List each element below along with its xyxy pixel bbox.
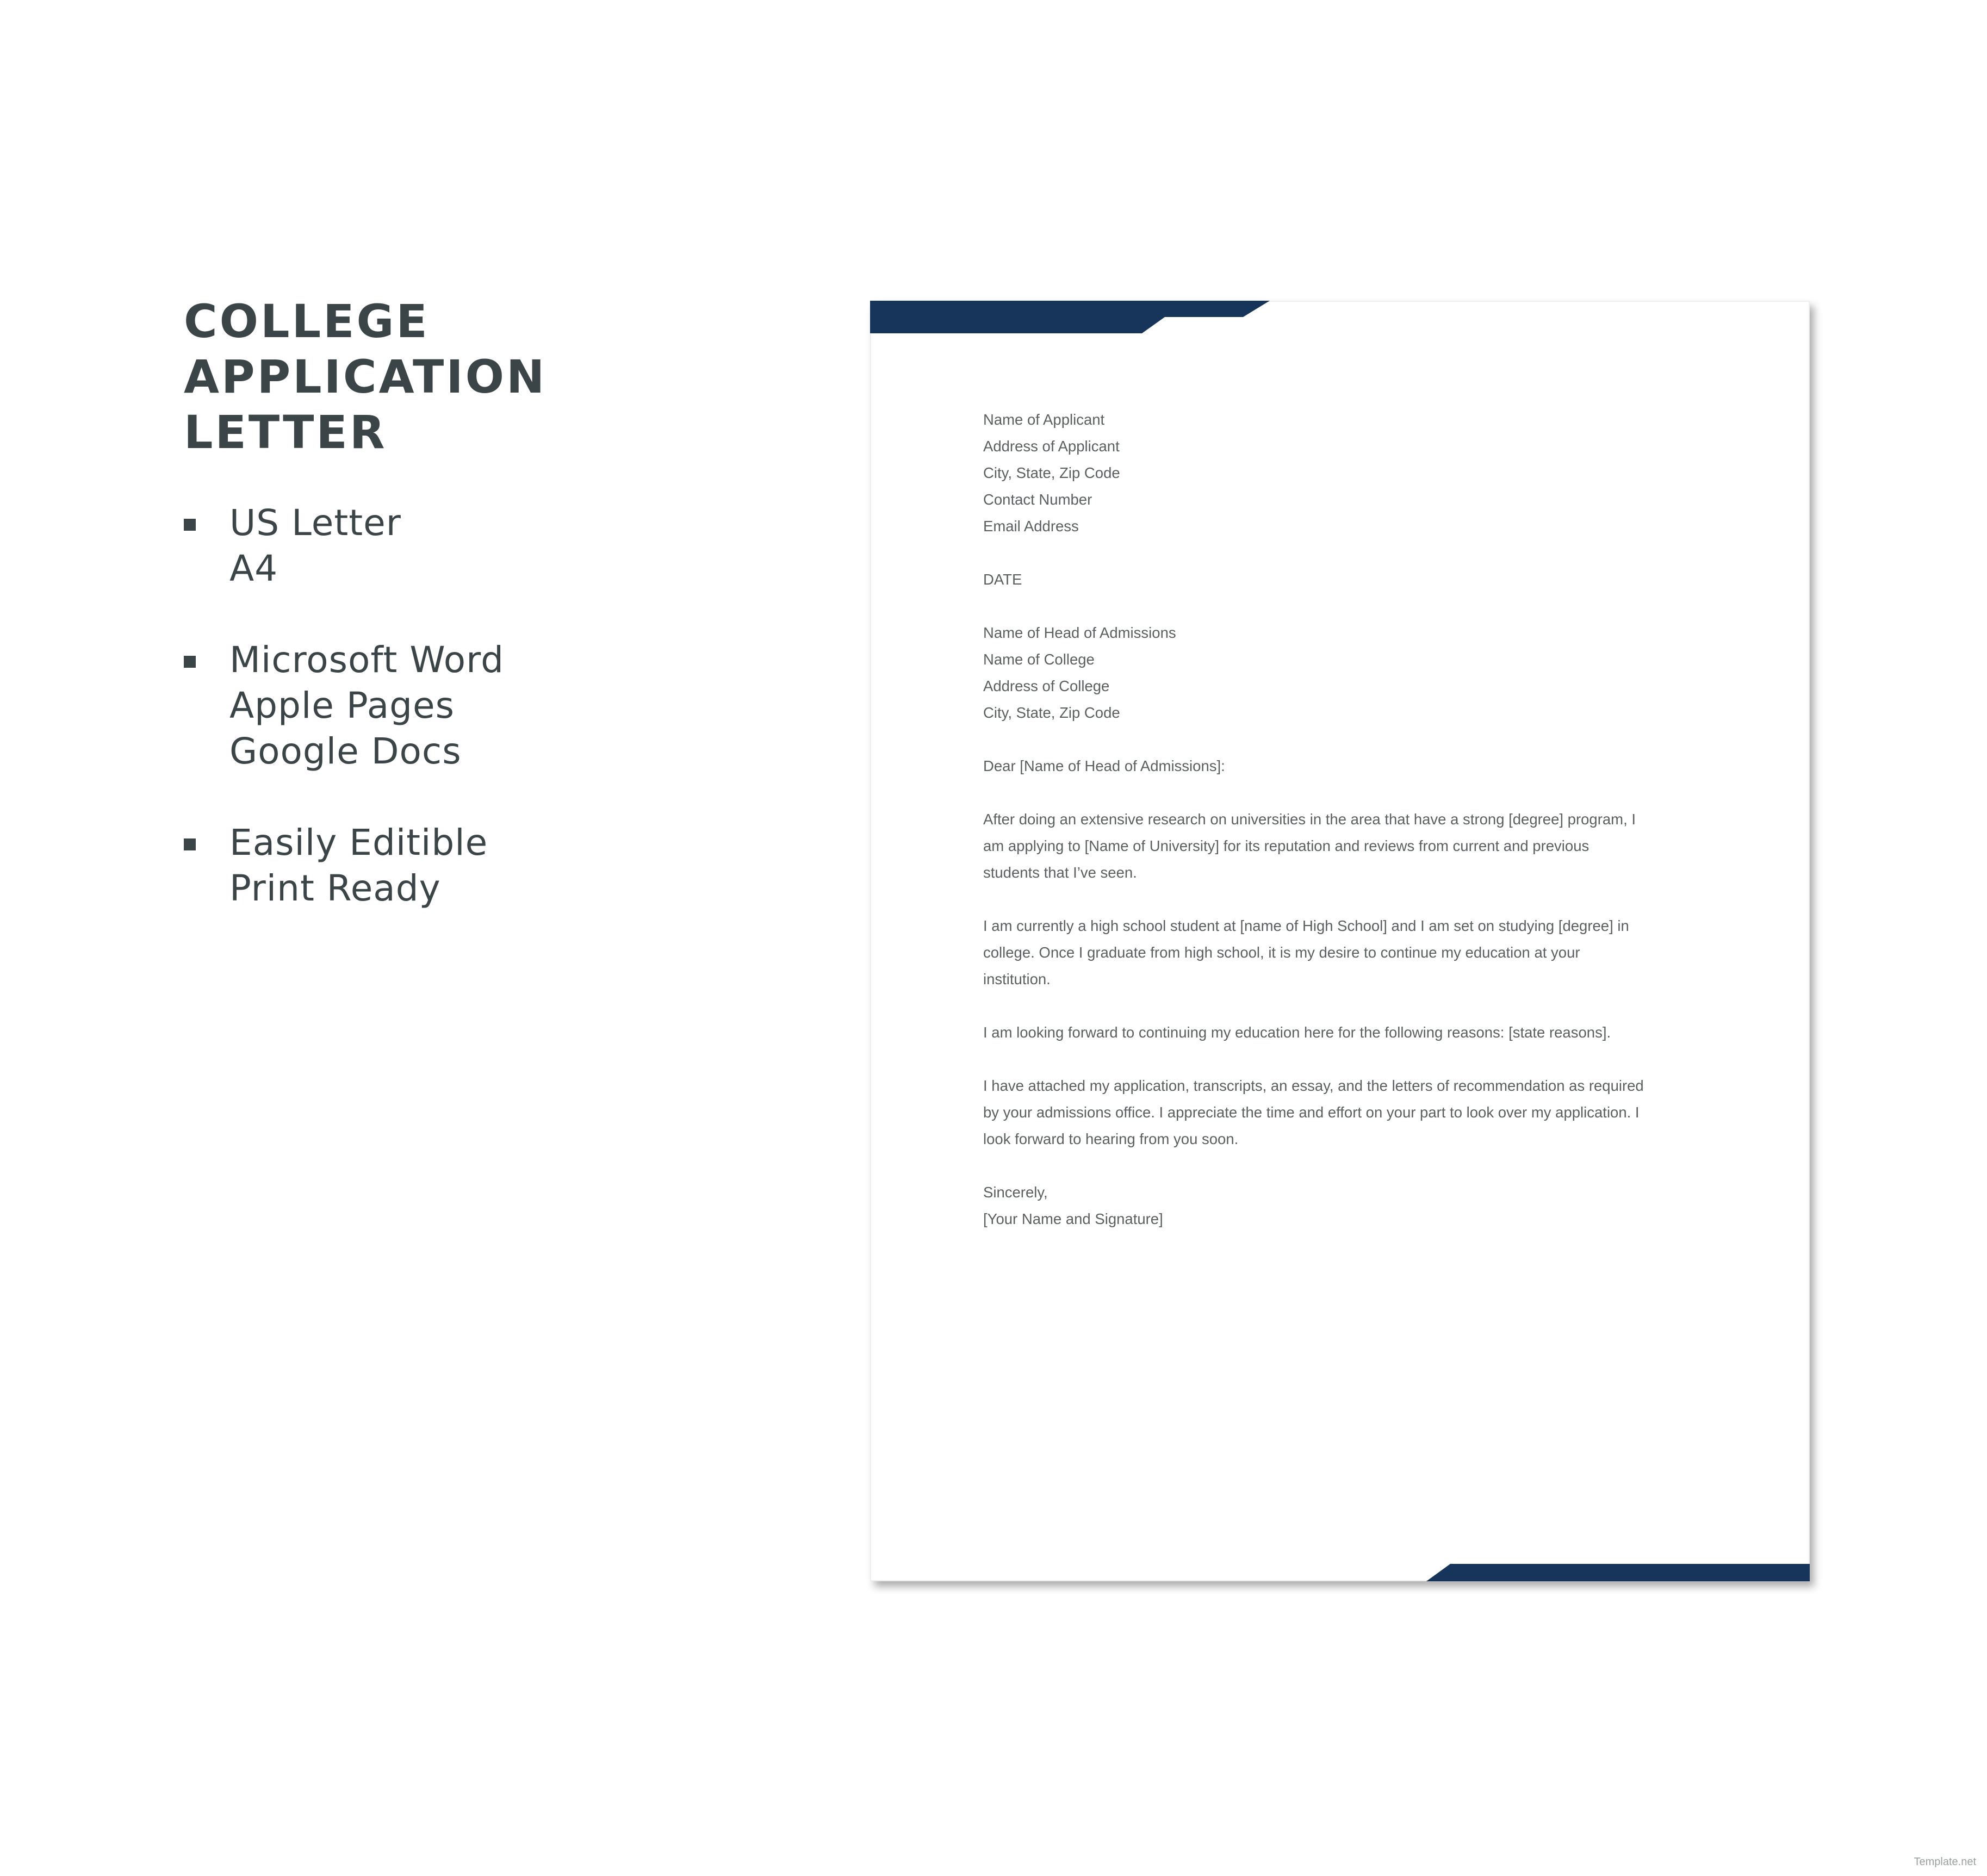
feature-list — [184, 500, 782, 957]
body-paragraph — [983, 806, 1717, 886]
product-title-line: COLLEGE APPLICATION — [184, 295, 547, 403]
recipient-line: Name of College — [983, 651, 1095, 668]
feature-item: Print Ready — [229, 867, 441, 909]
paragraph-line: I am looking forward to continuing my education here for the following reasons: [state reasons]. — [983, 1024, 1611, 1041]
feature-item: Apple Pages — [229, 685, 455, 726]
sender-line: Email Address — [983, 518, 1079, 535]
recipient-line: City, State, Zip Code — [983, 704, 1120, 721]
watermark: Template.net — [1914, 1856, 1976, 1868]
feature-item: Microsoft Word — [229, 639, 504, 681]
product-title-line: LETTER — [184, 406, 387, 459]
sender-line: Contact Number — [983, 491, 1092, 508]
square-bullet-icon — [184, 838, 196, 850]
product-title — [184, 294, 809, 460]
paragraph-line: institution. — [983, 971, 1051, 987]
square-bullet-icon — [184, 519, 196, 531]
square-bullet-icon — [184, 656, 196, 668]
feature-group-software — [184, 637, 782, 774]
paragraph-line: students that I’ve seen. — [983, 864, 1137, 881]
closing: Sincerely, — [983, 1184, 1048, 1201]
body-paragraph — [983, 912, 1717, 992]
paragraph-line: After doing an extensive research on universities in the area that have a strong [degree] program, I — [983, 811, 1636, 828]
header-accent-band — [870, 301, 1272, 333]
feature-item: Easily Editible — [229, 822, 488, 864]
paragraph-line: by your admissions office. I appreciate the time and effort on your part to look over my application. I — [983, 1104, 1640, 1121]
paragraph-line: look forward to hearing from you soon. — [983, 1130, 1239, 1147]
recipient-block — [983, 619, 1717, 726]
closing-block — [983, 1179, 1717, 1232]
date-line: DATE — [983, 571, 1022, 588]
sender-line: City, State, Zip Code — [983, 464, 1120, 481]
feature-item: US Letter — [229, 502, 401, 544]
letter-body — [983, 406, 1717, 1259]
feature-item: A4 — [229, 548, 278, 589]
body-paragraph — [983, 1072, 1717, 1152]
product-info-panel — [184, 294, 809, 909]
feature-group-qualities — [184, 820, 782, 911]
feature-item: Google Docs — [229, 730, 462, 772]
letter-preview-page — [870, 301, 1810, 1581]
salutation: Dear [Name of Head of Admissions]: — [983, 757, 1225, 774]
signature-placeholder: [Your Name and Signature] — [983, 1210, 1163, 1227]
body-paragraph — [983, 1019, 1717, 1046]
paragraph-line: college. Once I graduate from high school, it is my desire to continue my education at your — [983, 944, 1580, 961]
feature-group-page-size — [184, 500, 782, 592]
paragraph-line: I am currently a high school student at [name of High School] and I am set on studying [degree] in — [983, 917, 1629, 934]
recipient-line: Address of College — [983, 678, 1110, 694]
footer-accent-band — [1426, 1564, 1810, 1581]
paragraph-line: am applying to [Name of University] for its reputation and reviews from current and previous — [983, 837, 1589, 854]
sender-block — [983, 406, 1717, 539]
paragraph-line: I have attached my application, transcripts, an essay, and the letters of recommendation as required — [983, 1077, 1644, 1094]
sender-line: Name of Applicant — [983, 411, 1105, 428]
sender-line: Address of Applicant — [983, 438, 1120, 455]
recipient-line: Name of Head of Admissions — [983, 624, 1176, 641]
